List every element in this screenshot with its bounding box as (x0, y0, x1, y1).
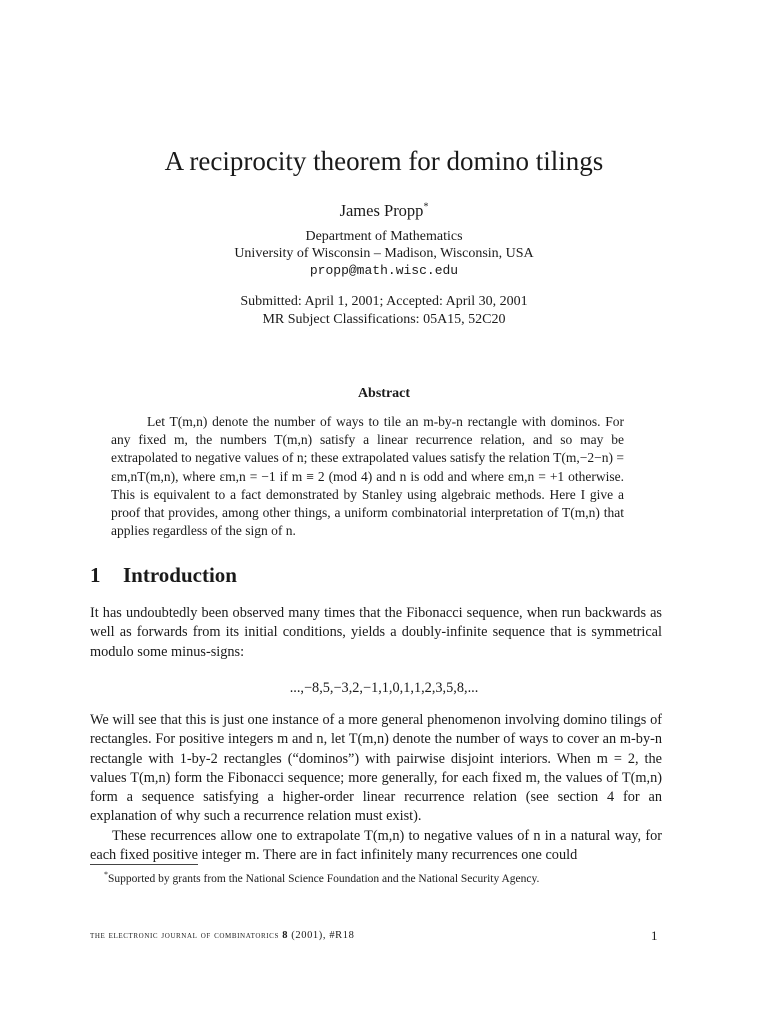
paragraph-text: These recurrences allow one to extrapolate T(m,n) to negative values of n in a natural way, for each fixed positive integer m. There are in fact infinitely many recurrences one could (90, 827, 662, 864)
author-name: James Propp (339, 201, 424, 220)
section-number: 1 (90, 563, 101, 587)
paper-title: A reciprocity theorem for domino tilings (164, 146, 604, 176)
subject-classifications: MR Subject Classifications: 05A15, 52C20 (262, 312, 506, 327)
university: University of Wisconsin – Madison, Wisconsin, USA (234, 246, 534, 261)
intro-paragraph-1 (90, 604, 662, 662)
department: Department of Mathematics (305, 229, 463, 244)
abstract-text: Let T(m,n) denote the number of ways to tile an m-by-n rectangle with dominos. For any fixed m, the numbers T(m,n) satisfy a linear recurrence relation, and so may be extrapolated to negative values of n; these extrapolated values satisfy the relation T(m,−2−n) = εm,nT(m,n), where εm,n = −1 if m ≡ 2 (mod 4) and n is odd and where εm,n = +1 otherwise. This is equivalent to a fact demonstrated by Stanley using algebraic methods. Here I give a proof that provides, among other things, a uniform combinatorial interpretation of T(m,n) that applies regardless of the sign of n. (111, 414, 624, 539)
footnote (104, 870, 539, 885)
footnote-mark: * (104, 870, 108, 879)
footnote-divider (90, 864, 198, 865)
page-number: 1 (651, 928, 658, 943)
journal-footer (90, 930, 354, 941)
author-line (0, 201, 768, 221)
author-email: propp@math.wisc.edu (309, 263, 459, 278)
submission-info (0, 293, 768, 329)
journal-issue: (2001), #R18 (291, 930, 355, 941)
fibonacci-sequence: ...,−8,5,−3,2,−1,1,0,1,1,2,3,5,8,... (289, 680, 479, 696)
section-heading (90, 563, 237, 588)
journal-name: the electronic journal of combinatorics (90, 930, 279, 941)
journal-volume: 8 (282, 930, 289, 941)
author-footnote-mark: * (423, 201, 429, 213)
intro-paragraphs (90, 711, 662, 865)
paragraph-text: We will see that this is just one instance of a more general phenomenon involving domino tilings of rectangles. For positive integers m and n, let T(m,n) denote the number of ways to cover an m-by-n rectangle with 1-by-2 rectangles (“dominos”) with pairwise disjoint interiors. When m = 2, the values T(m,n) form the Fibonacci sequence; more generally, for each fixed m, the values of T(m,n) form a sequence satisfying a higher-order linear recurrence relation (see section 4 for an explanation of why such a recurrence relation must exist). (90, 712, 662, 825)
footnote-text: Supported by grants from the National Science Foundation and the National Security Agency. (108, 872, 540, 885)
paragraph-text: It has undoubtedly been observed many times that the Fibonacci sequence, when run backwards as well as forwards from its initial conditions, yields a doubly-infinite sequence that is symmetrical modulo some minus-signs: (90, 605, 662, 660)
section-title: Introduction (123, 563, 237, 587)
abstract-heading: Abstract (357, 386, 411, 401)
abstract-body (111, 413, 624, 540)
affiliation (0, 228, 768, 279)
submission-dates: Submitted: April 1, 2001; Accepted: April 30, 2001 (240, 294, 528, 309)
